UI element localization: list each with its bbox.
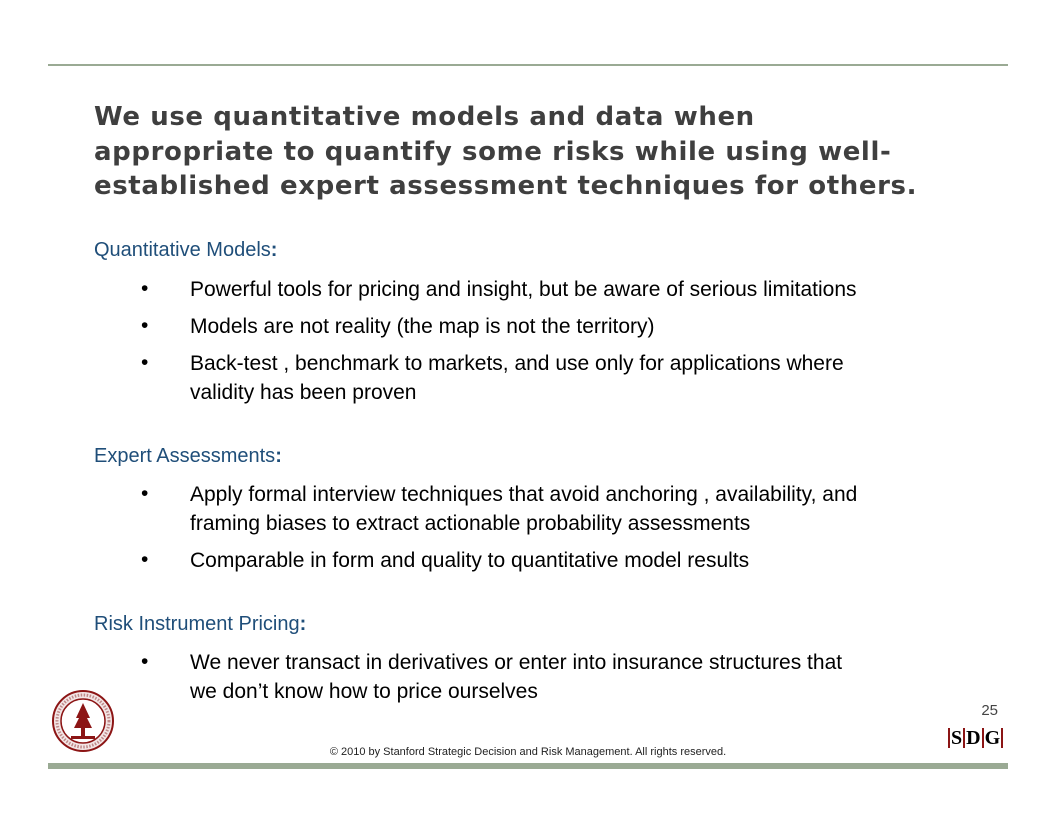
- list-item-line: We never transact in derivatives or enter into insurance structures that: [190, 651, 843, 674]
- stanford-seal-logo: [52, 690, 114, 752]
- bullet-marker: •: [141, 650, 149, 673]
- title-line-2: appropriate to quantify some risks while using well-: [94, 136, 892, 167]
- list-item: [190, 349, 980, 407]
- slide-title: [94, 100, 994, 204]
- list-item: [190, 275, 980, 304]
- section-heading-expert-assessments: [94, 445, 282, 468]
- list-item-line: validity has been proven: [190, 381, 417, 404]
- list-item-line: Back-test , benchmark to markets, and use only for applications where: [190, 352, 844, 375]
- section-heading-risk-instrument-pricing: [94, 613, 306, 636]
- bullet-marker: •: [141, 351, 149, 374]
- list-item-line: Powerful tools for pricing and insight, but be aware of serious limitations: [190, 278, 857, 301]
- title-line-1: We use quantitative models and data when: [94, 102, 755, 132]
- bullet-marker: •: [141, 277, 149, 300]
- list-item-line: Models are not reality (the map is not the territory): [190, 315, 655, 338]
- list-item: [190, 480, 980, 538]
- heading-colon: :: [275, 445, 282, 467]
- heading-colon: :: [299, 613, 307, 635]
- title-line-3: established expert assessment techniques for others.: [94, 171, 918, 201]
- list-item: [190, 546, 980, 575]
- list-item: [190, 648, 980, 706]
- sdg-logo: S D G: [947, 728, 1004, 748]
- heading-colon: :: [270, 239, 278, 261]
- list-item-line: we don’t know how to price ourselves: [190, 680, 538, 703]
- list-item-line: Comparable in form and quality to quantitative model results: [190, 549, 750, 572]
- list-item-line: Apply formal interview techniques that avoid anchoring , availability, and: [190, 483, 858, 506]
- section-heading-label: Expert Assessments: [94, 445, 276, 467]
- bullet-marker: •: [141, 314, 149, 337]
- bullet-marker: •: [141, 482, 149, 505]
- top-divider: [48, 64, 1008, 66]
- list-item-line: framing biases to extract actionable probability assessments: [190, 512, 751, 535]
- section-heading-label: Quantitative Models: [94, 239, 271, 261]
- copyright-notice: © 2010 by Stanford Strategic Decision and Risk Management. All rights reserved.: [329, 746, 727, 758]
- page-number: 25: [981, 702, 998, 719]
- list-item: [190, 312, 980, 341]
- bottom-divider: [48, 763, 1008, 769]
- bullet-marker: •: [141, 548, 149, 571]
- section-heading-label: Risk Instrument Pricing: [94, 613, 300, 635]
- section-heading-quantitative-models: [94, 239, 277, 262]
